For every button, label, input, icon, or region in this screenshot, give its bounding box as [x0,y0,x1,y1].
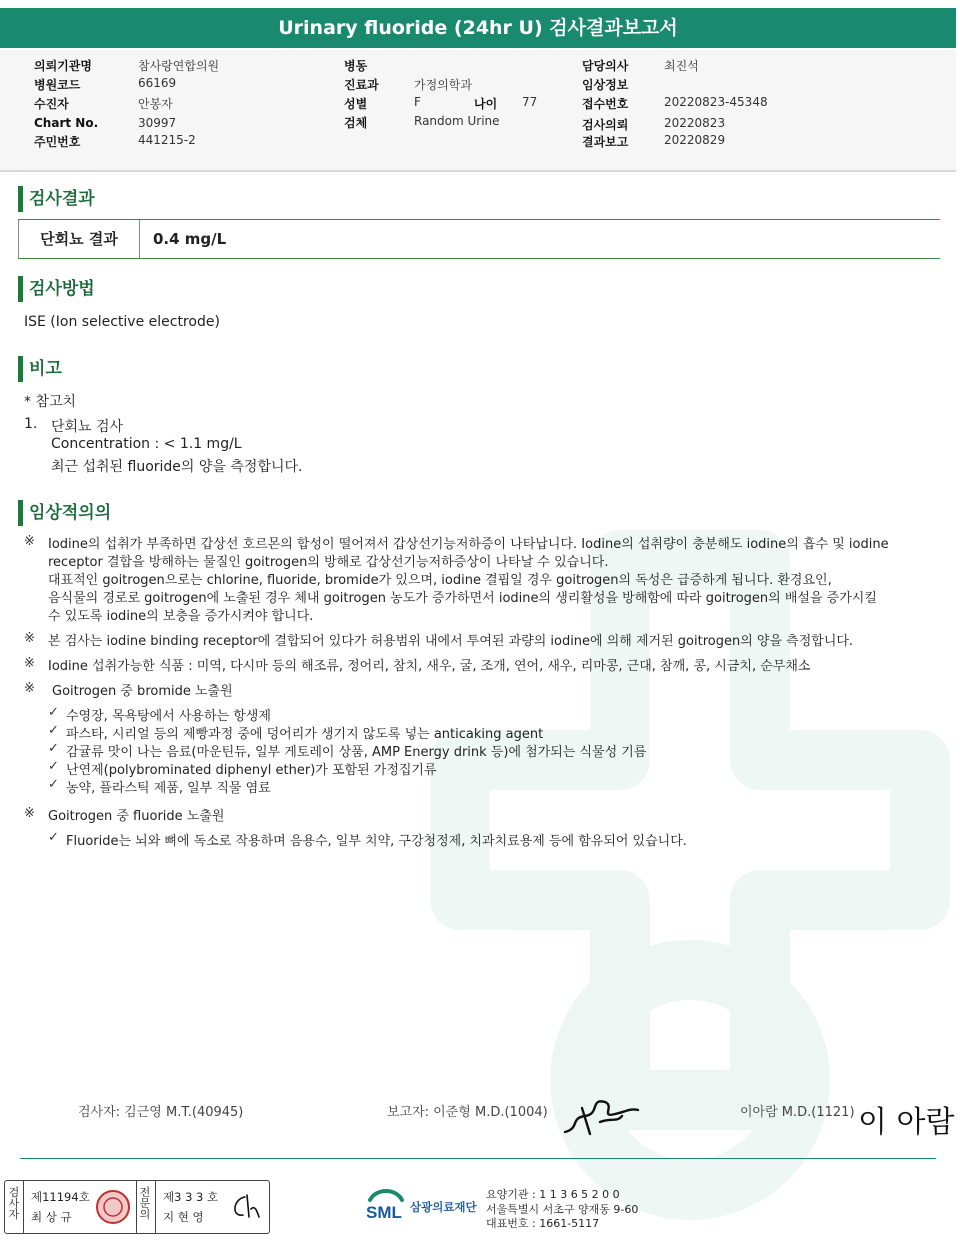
result-table [18,219,940,259]
clinical-paragraph-line: receptor 결합을 방해하는 물질인 goitrogen의 방해로 갑상선기능저하증상이 나타날 수 있습니다. [48,555,609,570]
sex-value: F [414,95,421,109]
reference-item: 단회뇨 검사 [51,419,124,435]
method-section-title: 검사방법 [18,276,95,302]
doctor-signature-text: 이 아람 [858,1105,955,1140]
fluoride-item: Fluoride는 뇌와 뼈에 독소로 작용하며 음용수, 일부 치약, 구강청정제, 치과치료용제 등에 함유되어 있습니다. [66,834,687,849]
hospital-code-value: 66169 [138,76,177,90]
patient-label: 수진자 [34,97,69,111]
reference-label: * 참고치 [24,394,77,410]
bromide-item: 농약, 플라스틱 제품, 일부 직물 염료 [66,781,271,796]
certification-stamp-box [4,1180,270,1234]
department-label: 진료과 [344,78,379,92]
resident-no-label: 주민번호 [34,135,81,149]
reporter-signature-line: 보고자: 이준형 M.D.(1004) [387,1105,548,1120]
reference-number: 1. [24,416,38,432]
check-icon: ✓ [48,723,59,738]
clinical-paragraph-line: 수 있도록 iodine의 보충을 증가시켜야 합니다. [48,609,314,624]
specimen-value: Random Urine [414,114,500,128]
method-text: ISE (Ion selective electrode) [24,314,220,330]
reporter-signature-image [560,1088,640,1140]
receipt-no-label: 접수번호 [582,97,629,111]
request-date-value: 20220823 [664,116,726,130]
patient-value: 안봉자 [138,97,173,111]
sex-label: 성별 [344,97,368,111]
doctor-label: 담당의사 [582,59,629,73]
specimen-label: 검체 [344,116,368,130]
hospital-code-label: 병원코드 [34,78,81,92]
department-value: 가정의학과 [414,78,472,92]
doctor-value: 최진석 [664,59,699,73]
stamp1-label: 검사자 [8,1186,20,1221]
note-mark: ※ [24,656,35,671]
result-label: 단회뇨 결과 [19,220,140,258]
chart-no-label: Chart No. [34,116,99,130]
hospital-name-label: 의뢰기관명 [34,59,92,73]
bromide-item: 감귤류 맛이 나는 음료(마운틴듀, 일부 게토레이 상품, AMP Energy drink 등)에 첨가되는 식물성 기름 [66,745,647,760]
ward-label: 병동 [344,59,368,73]
check-icon: ✓ [48,759,59,774]
reference-concentration: Concentration : < 1.1 mg/L [51,436,242,452]
stamp1-license-no: 제11194호 [31,1190,90,1204]
clinical-paragraph-2: 본 검사는 iodine binding receptor에 결합되어 있다가 허용범위 내에서 투여된 과량의 iodine에 의해 제거된 goitrogen의 양을 측정합니다. [48,634,854,649]
institution-code: 요양기관 : 1 1 3 6 5 2 0 0 [486,1188,620,1201]
clinical-paragraph-line: 음식물의 경로로 goitrogen에 노출된 경우 체내 goitrogen 농도가 증가하면서 iodine의 생리활성을 방해함에 따라 goitrogen의 배설을 증가시킬 [48,591,877,606]
tester-signature-line: 검사자: 김근영 M.T.(40945) [78,1105,244,1120]
bromide-item: 난연제(polybrominated diphenyl ether)가 포함된 가정집기류 [66,763,437,778]
result-section-title: 검사결과 [18,186,95,212]
clinical-section-title: 임상적의의 [18,500,111,526]
clinical-paragraph-line: Iodine의 섭취가 부족하면 갑상선 호르몬의 합성이 떨어져서 갑상선기능저하증이 나타납니다. Iodine의 섭취량이 충분해도 iodine의 흡수 및 iodine [48,537,889,552]
bromide-item: 파스타, 시리얼 등의 제빵과정 중에 덩어리가 생기지 않도록 넣는 anticaking agent [66,727,544,742]
clinical-info-label: 임상정보 [582,78,629,92]
request-date-label: 검사의뢰 [582,118,629,132]
resident-no-value: 441215-2 [138,133,196,147]
sml-logo-icon [364,1186,408,1222]
stamp2-name: 지 현 영 [163,1210,204,1224]
check-icon: ✓ [48,705,59,720]
remarks-section-title: 비고 [18,356,62,382]
stamp2-label: 전문의 [139,1186,151,1221]
check-icon: ✓ [48,741,59,756]
check-icon: ✓ [48,777,59,792]
organization-name: 삼광의료재단 [410,1200,477,1214]
note-mark: ※ [24,534,35,549]
age-value: 77 [522,95,538,109]
footer-divider [20,1158,936,1159]
doctor-signature-line: 이아람 M.D.(1121) [740,1105,855,1120]
doctor-signature-image [858,1092,955,1140]
report-date-value: 20220829 [664,133,726,147]
note-mark: ※ [24,681,35,696]
phone-number: 대표번호 : 1661-5117 [486,1217,600,1230]
clinical-paragraph-3: Iodine 섭취가능한 식품 : 미역, 다시마 등의 해조류, 정어리, 참치, 새우, 굴, 조개, 연어, 새우, 리마콩, 근대, 참깨, 콩, 시금치, 순무채소 [48,659,811,674]
stamp2-license-no: 제3 3 3 호 [163,1190,219,1204]
address: 서울특별시 서초구 양재동 9-60 [486,1203,639,1216]
report-title: Urinary fluoride (24hr U) 검사결과보고서 [0,8,956,48]
logo-text: SML [366,1203,402,1222]
age-label: 나이 [474,97,498,111]
note-mark: ※ [24,631,35,646]
patient-info-panel [0,50,956,172]
check-icon: ✓ [48,830,59,845]
note-mark: ※ [24,806,35,821]
reference-note: 최근 섭취된 fluoride의 양을 측정합니다. [51,459,303,475]
fluoride-source-title: Goitrogen 중 fluoride 노출원 [48,809,225,824]
chart-no-value: 30997 [138,116,177,130]
seal-icon [95,1189,131,1225]
receipt-no-value: 20220823-45348 [664,95,768,109]
clinical-paragraph-line: 대표적인 goitrogen으로는 chlorine, fluoride, bromide가 있으며, iodine 결핍일 경우 goitrogen의 독성은 급증하게 됩니다. 환경요인, [48,573,832,588]
hospital-name-value: 참사랑연합의원 [138,59,220,73]
bromide-source-title: Goitrogen 중 bromide 노출원 [52,684,233,699]
bromide-item: 수영장, 목욕탕에서 사용하는 항생제 [66,709,271,724]
result-value: 0.4 mg/L [153,230,227,248]
report-date-label: 결과보고 [582,135,629,149]
stamp2-signature-image [227,1191,263,1223]
stamp1-name: 최 상 규 [31,1210,72,1224]
